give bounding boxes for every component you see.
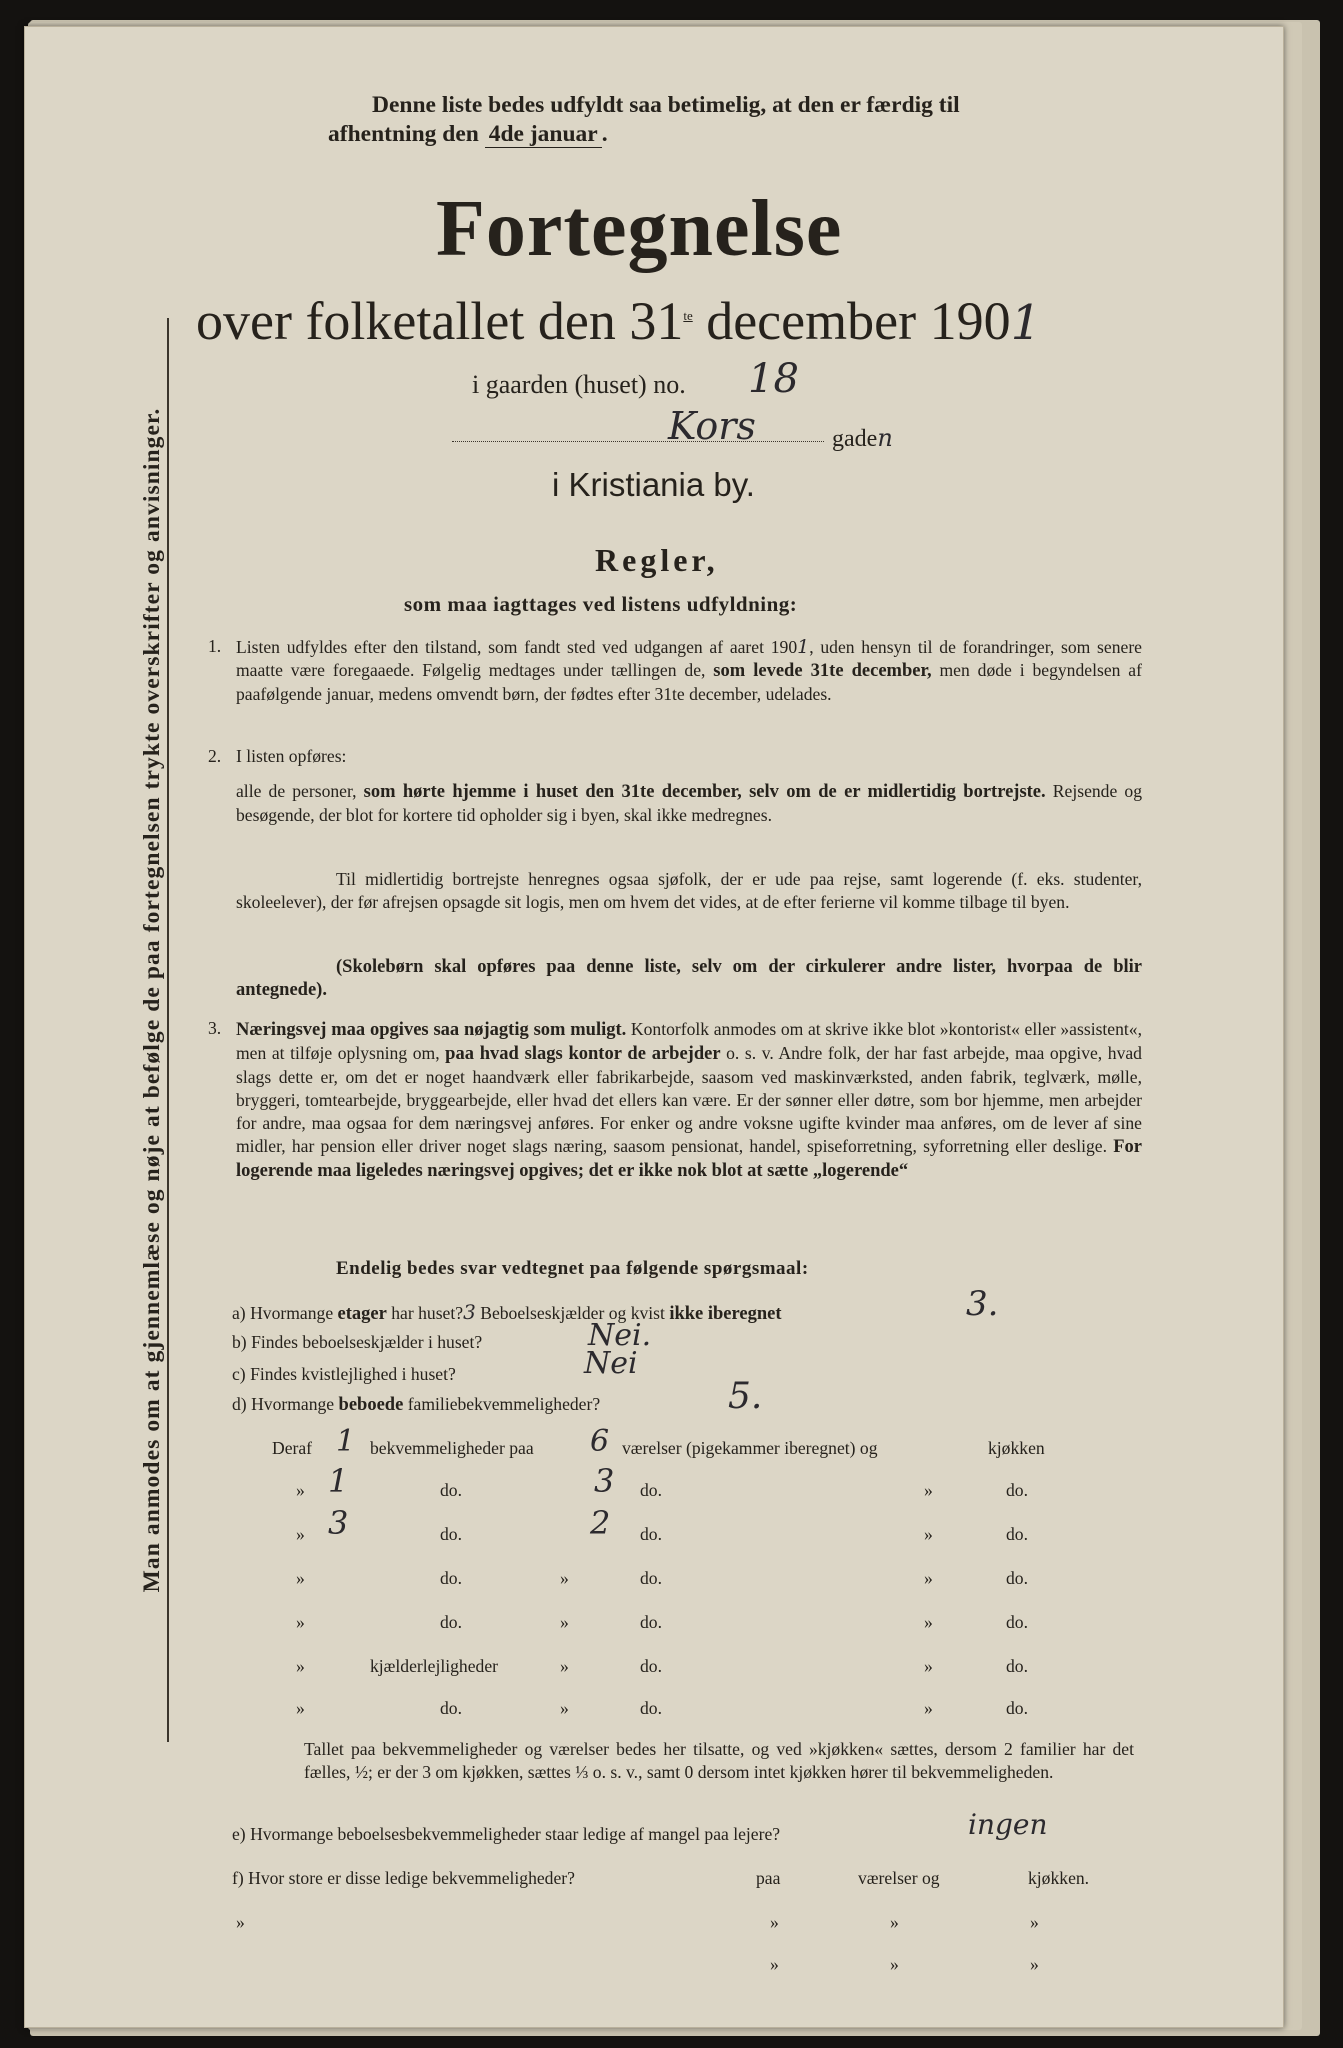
notice-end: .	[601, 121, 608, 147]
question-c-text: Findes kvistlejlighed i huset?	[250, 1364, 456, 1384]
question-e-label: e)	[232, 1824, 246, 1844]
question-c-label: c)	[232, 1364, 246, 1384]
quote-mark: »	[296, 1698, 305, 1718]
question-c	[232, 1364, 456, 1385]
rule-2-paragraph-2: Til midlertidig bortrejste henregnes ogsaa sjøfolk, der er ude paa rejse, samt logerende (f. eks. studenter, skoleelever), der før afrejsen opsagde sit logis, men om hvem det vides, at de efter ferierne vil komme tilbage til byen.	[236, 869, 1142, 912]
question-f-label: f)	[232, 1868, 244, 1888]
do-mark: do.	[440, 1524, 462, 1544]
handwritten-answer-b: Nei.	[588, 1318, 652, 1353]
do-mark: do.	[440, 1612, 462, 1632]
handwritten-gade-suffix: n	[877, 424, 893, 452]
quote-mark: »	[924, 1524, 933, 1544]
quote-mark: »	[296, 1656, 305, 1676]
question-f-text: Hvor store er disse ledige bekvemmeligheder?	[248, 1868, 575, 1888]
do-mark: do.	[640, 1656, 662, 1676]
rule-2-intro: I listen opføres:	[236, 746, 347, 766]
question-b	[232, 1332, 482, 1353]
rule-2-number: 2.	[208, 746, 222, 766]
do-mark: do.	[1006, 1698, 1028, 1718]
quote-mark: »	[770, 1912, 779, 1932]
quote-mark: »	[560, 1656, 569, 1676]
handwritten-house-number: 18	[748, 356, 799, 402]
rule-2-part-2: Rejsende og besøgende, der blot for kortere tid opholder sig i byen, skal ikke medregnes.	[236, 781, 1143, 825]
handwritten-year: 1	[1010, 295, 1042, 351]
quote-mark: »	[924, 1612, 933, 1632]
quote-mark: »	[770, 1954, 779, 1974]
question-e-text: Hvormange beboelsesbekvemmeligheder staar ledige af mangel paa lejere?	[250, 1824, 781, 1844]
gade-label	[832, 424, 893, 453]
subtitle-sup: te	[683, 308, 693, 323]
do-mark: do.	[1006, 1524, 1028, 1544]
handwritten-answer-d: 5.	[728, 1376, 763, 1417]
do-mark: do.	[1006, 1656, 1028, 1676]
page-title: Fortegnelse	[436, 185, 843, 273]
question-f-paa: paa	[756, 1868, 781, 1888]
quote-mark: »	[924, 1480, 933, 1500]
do-mark: do.	[640, 1480, 662, 1500]
subtitle-pre: over folketallet den 31	[196, 291, 684, 351]
question-d-part-2: familiebekvemmeligheder?	[407, 1394, 601, 1414]
deraf-label: Deraf	[272, 1438, 313, 1458]
question-b-text: Findes beboelseskjælder i huset?	[251, 1332, 483, 1352]
do-mark: do.	[1006, 1480, 1028, 1500]
rule-1-part-2: , uden hensyn til de forandringer, som senere maatte være foregaaede. Følgelig medtages under tællingen de,	[236, 637, 1142, 680]
handwritten-rule-year: 1	[797, 636, 810, 658]
notice-text: afhentning den	[328, 121, 479, 147]
quote-mark: »	[560, 1698, 569, 1718]
quote-mark: »	[296, 1524, 305, 1544]
handwritten-table-r2-count: 3	[328, 1504, 349, 1542]
do-mark: do.	[1006, 1612, 1028, 1632]
rule-3-bold-1: Næringsvej maa opgives saa nøjagtig som muligt.	[236, 1020, 627, 1040]
quote-mark: »	[560, 1568, 569, 1588]
address-label: i gaarden (huset) no.	[472, 370, 686, 399]
question-d-bold: beboede	[338, 1395, 404, 1415]
city-label: i Kristiania by.	[552, 466, 755, 503]
handwritten-table-r0-count: 1	[336, 1424, 356, 1459]
rule-3-part-2: o. s. v. Andre folk, der har fast arbejde, maa opgive, hvad slags dette er, om det er noget haandværk eller fabrikarbejde, saasom ved maskinværksted, anden fabrik, teglværk, mølle, bryggeri, tomtearbejde, bryggearbejde, eller hvad det ellers kan være. Er der sønner eller døtre, som bor hjemme, men arbejder for andre, maa ogsaa for dem næringsvej anføres. For enker og andre voksne ugifte kvinder maa anføres, om de lever af sine midler, har pension eller driver noget slags næring, saasom pensionat, handel, spiseforretning, syforretning eller deslige.	[236, 1043, 1142, 1156]
quote-mark: »	[1030, 1912, 1039, 1932]
rule-3-bold-3: For logerende maa ligeledes næringsvej opgives; det er ikke nok blot at sætte „logerende“	[236, 1137, 1142, 1181]
handwritten-answer-c: Nei	[584, 1346, 638, 1381]
question-d-label: d)	[232, 1394, 247, 1414]
subtitle-post: december 190	[706, 291, 1011, 351]
do-mark: do.	[640, 1568, 662, 1588]
quote-mark: »	[890, 1912, 899, 1932]
notice-line-2	[328, 121, 608, 148]
table-header-vaer: værelser (pigekammer iberegnet) og	[622, 1438, 878, 1458]
notice-date: 4de januar	[485, 121, 602, 148]
notice-line-1: Denne liste bedes udfyldt saa betimelig, at den er færdig til	[372, 92, 960, 118]
question-a-bold-1: etager	[337, 1304, 387, 1324]
table-header-bekv: bekvemmeligheder paa	[370, 1438, 534, 1458]
rule-1-part-3: men døde i begyndelsen af paafølgende januar, medens omvendt børn, der fødtes efter 31te december, udelades.	[236, 660, 1142, 704]
rule-1-bold: som levede 31te december,	[713, 661, 932, 681]
question-f-kjokken: kjøkken.	[1028, 1868, 1090, 1888]
rules-subheading: som maa iagttages ved listens udfyldning:	[404, 592, 798, 616]
do-mark: do.	[440, 1698, 462, 1718]
quote-mark: »	[296, 1480, 305, 1500]
rule-3-bold-2: paa hvad slags kontor de arbejder	[445, 1044, 721, 1064]
do-mark: do.	[640, 1698, 662, 1718]
handwritten-answer-a1: 3	[463, 1300, 476, 1324]
question-a-part-3: Beboelseskjælder og kvist	[480, 1303, 665, 1323]
quote-mark: »	[296, 1568, 305, 1588]
question-e	[232, 1824, 780, 1845]
handwritten-answer-e: ingen	[968, 1808, 1048, 1841]
question-a-part-2: har huset?	[391, 1303, 464, 1323]
question-f	[232, 1868, 575, 1889]
rule-1-part-1: Listen udfyldes efter den tilstand, som fandt sted ved udgangen af aaret 190	[236, 637, 798, 657]
question-d	[232, 1394, 600, 1416]
sidebar-rule	[167, 318, 169, 1742]
do-mark: do.	[640, 1524, 662, 1544]
question-a	[232, 1300, 782, 1325]
questions-heading: Endelig bedes svar vedtegnet paa følgende spørgsmaal:	[336, 1258, 809, 1279]
question-d-part-1: Hvormange	[251, 1394, 335, 1414]
rule-3-number: 3.	[208, 1018, 222, 1038]
do-mark: do.	[440, 1568, 462, 1588]
question-b-label: b)	[232, 1332, 247, 1352]
question-a-label: a)	[232, 1303, 246, 1323]
street-line	[452, 440, 824, 442]
rule-2-paragraph-3: (Skolebørn skal opføres paa denne liste, selv om der cirkulerer andre lister, hvorpaa de blir antegnede).	[236, 957, 1142, 1000]
handwritten-table-r0-rooms: 6	[590, 1424, 610, 1459]
quote-mark: »	[924, 1656, 933, 1676]
quote-mark: »	[924, 1698, 933, 1718]
page-subtitle	[196, 290, 1041, 352]
quote-mark: »	[1030, 1954, 1039, 1974]
kjaelder-label: kjælderlejligheder	[370, 1656, 499, 1676]
quote-mark: »	[560, 1612, 569, 1632]
handwritten-table-r1-count: 1	[328, 1462, 349, 1500]
handwritten-table-r1-rooms: 3	[594, 1462, 615, 1500]
do-mark: do.	[1006, 1568, 1028, 1588]
rule-2-bold: som hørte hjemme i huset den 31te december, selv om de er midlertidig bortrejste.	[363, 782, 1046, 802]
rules-heading: Regler,	[595, 542, 719, 578]
quote-mark: »	[296, 1612, 305, 1632]
do-mark: do.	[440, 1480, 462, 1500]
handwritten-street: Kors	[668, 404, 756, 448]
question-a-part-1: Hvormange	[250, 1303, 334, 1323]
rule-3-part-1: Kontorfolk anmodes om at skrive ikke blot »kontorist« eller »assistent«, men at tilføje oplysning om,	[236, 1019, 1142, 1063]
question-f-vaer: værelser og	[858, 1868, 940, 1888]
table-header-kjokken: kjøkken	[988, 1438, 1045, 1458]
question-a-bold-2: ikke iberegnet	[669, 1304, 782, 1324]
sidebar-instruction: Man anmodes om at gjennemlæse og nøje at befølge de paa fortegnelsen trykte overskrifter og anvisninger.	[139, 407, 165, 1593]
rule-2-text	[236, 780, 1142, 827]
handwritten-table-r2-rooms: 2	[590, 1504, 611, 1542]
rule-3-text	[236, 1018, 1142, 1183]
rule-2-part-1: alle de personer,	[236, 781, 357, 801]
table-note: Tallet paa bekvemmeligheder og værelser bedes her tilsatte, og ved »kjøkken« sættes, dersom 2 familier har det fælles, ½; er der 3 om kjøkken, sættes ⅓ o. s. v., samt 0 dersom intet kjøkken hører til bekvemmeligheden.	[304, 1739, 1134, 1782]
quote-mark: »	[236, 1912, 245, 1932]
handwritten-answer-a2: 3.	[966, 1284, 999, 1324]
do-mark: do.	[640, 1612, 662, 1632]
gade-text: gade	[832, 426, 878, 452]
quote-mark: »	[890, 1954, 899, 1974]
quote-mark: »	[924, 1568, 933, 1588]
rule-1-number: 1.	[208, 636, 222, 656]
rule-1-text	[236, 636, 1142, 706]
